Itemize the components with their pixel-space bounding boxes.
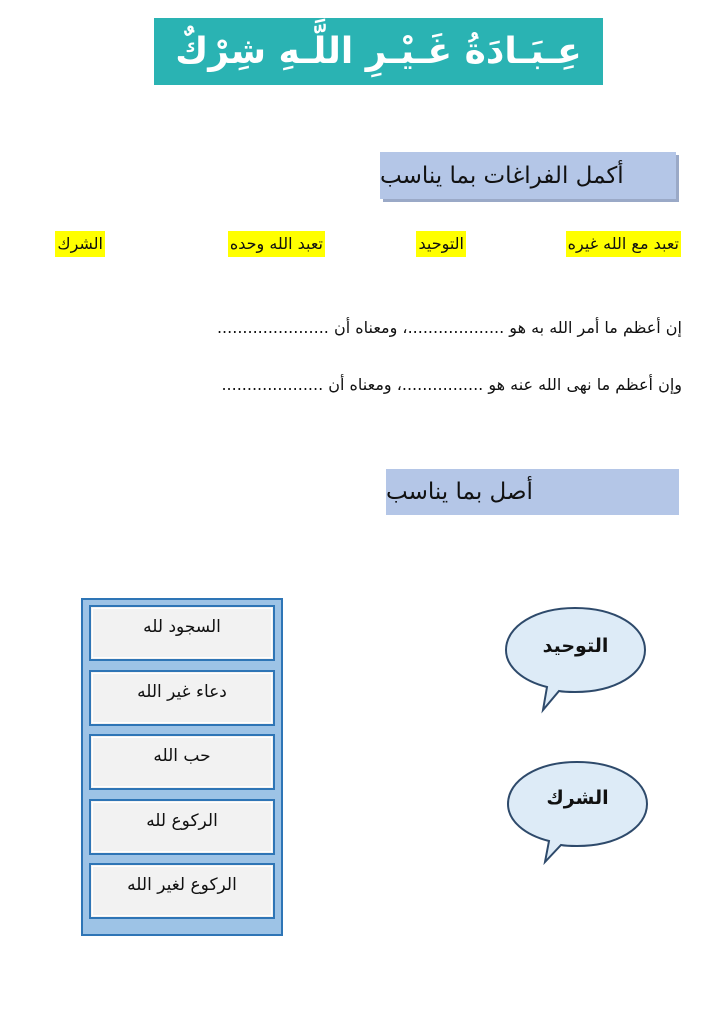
word-bank-item: تعبد مع الله غيره	[566, 231, 681, 257]
section1-heading-box	[380, 152, 676, 199]
matching-item-label: الركوع لغير الله	[127, 875, 237, 895]
fill-blank-sentence: إن أعظم ما أمر الله به هو ...................، ومعناه أن ......................	[216, 318, 682, 337]
word-bank-item: تعبد الله وحده	[228, 231, 325, 257]
matching-item-label: حب الله	[153, 746, 211, 766]
matching-item[interactable]	[89, 863, 275, 919]
speech-bubble-icon	[503, 604, 648, 714]
worksheet-title: عِـبَـادَةُ غَـيْـرِ اللَّـهِ شِرْكٌ	[175, 31, 582, 72]
fill-blank-sentence: وإن أعظم ما نهى الله عنه هو ................، ومعناه أن ....................	[221, 375, 682, 394]
matching-item[interactable]	[89, 670, 275, 726]
word-bank-item: الشرك	[55, 231, 105, 257]
matching-items-list	[81, 598, 283, 936]
speech-bubble-tawhid[interactable]	[503, 604, 648, 714]
worksheet-title-banner	[154, 18, 603, 85]
speech-bubble-shirk[interactable]	[505, 758, 650, 868]
matching-item[interactable]	[89, 605, 275, 661]
matching-item[interactable]	[89, 799, 275, 855]
bubble-label: الشرك	[546, 787, 609, 809]
matching-item[interactable]	[89, 734, 275, 790]
section1-heading: أكمل الفراغات بما يناسب	[380, 162, 624, 189]
bubble-label: التوحيد	[542, 635, 609, 657]
section2-heading: أصل بما يناسب	[386, 479, 533, 505]
speech-bubble-icon	[505, 758, 650, 868]
matching-item-label: دعاء غير الله	[137, 681, 227, 702]
matching-item-label: الركوع لله	[146, 810, 218, 831]
word-bank-item: التوحيد	[416, 231, 466, 257]
section2-heading-box	[386, 469, 679, 515]
matching-item-label: السجود لله	[143, 617, 221, 637]
